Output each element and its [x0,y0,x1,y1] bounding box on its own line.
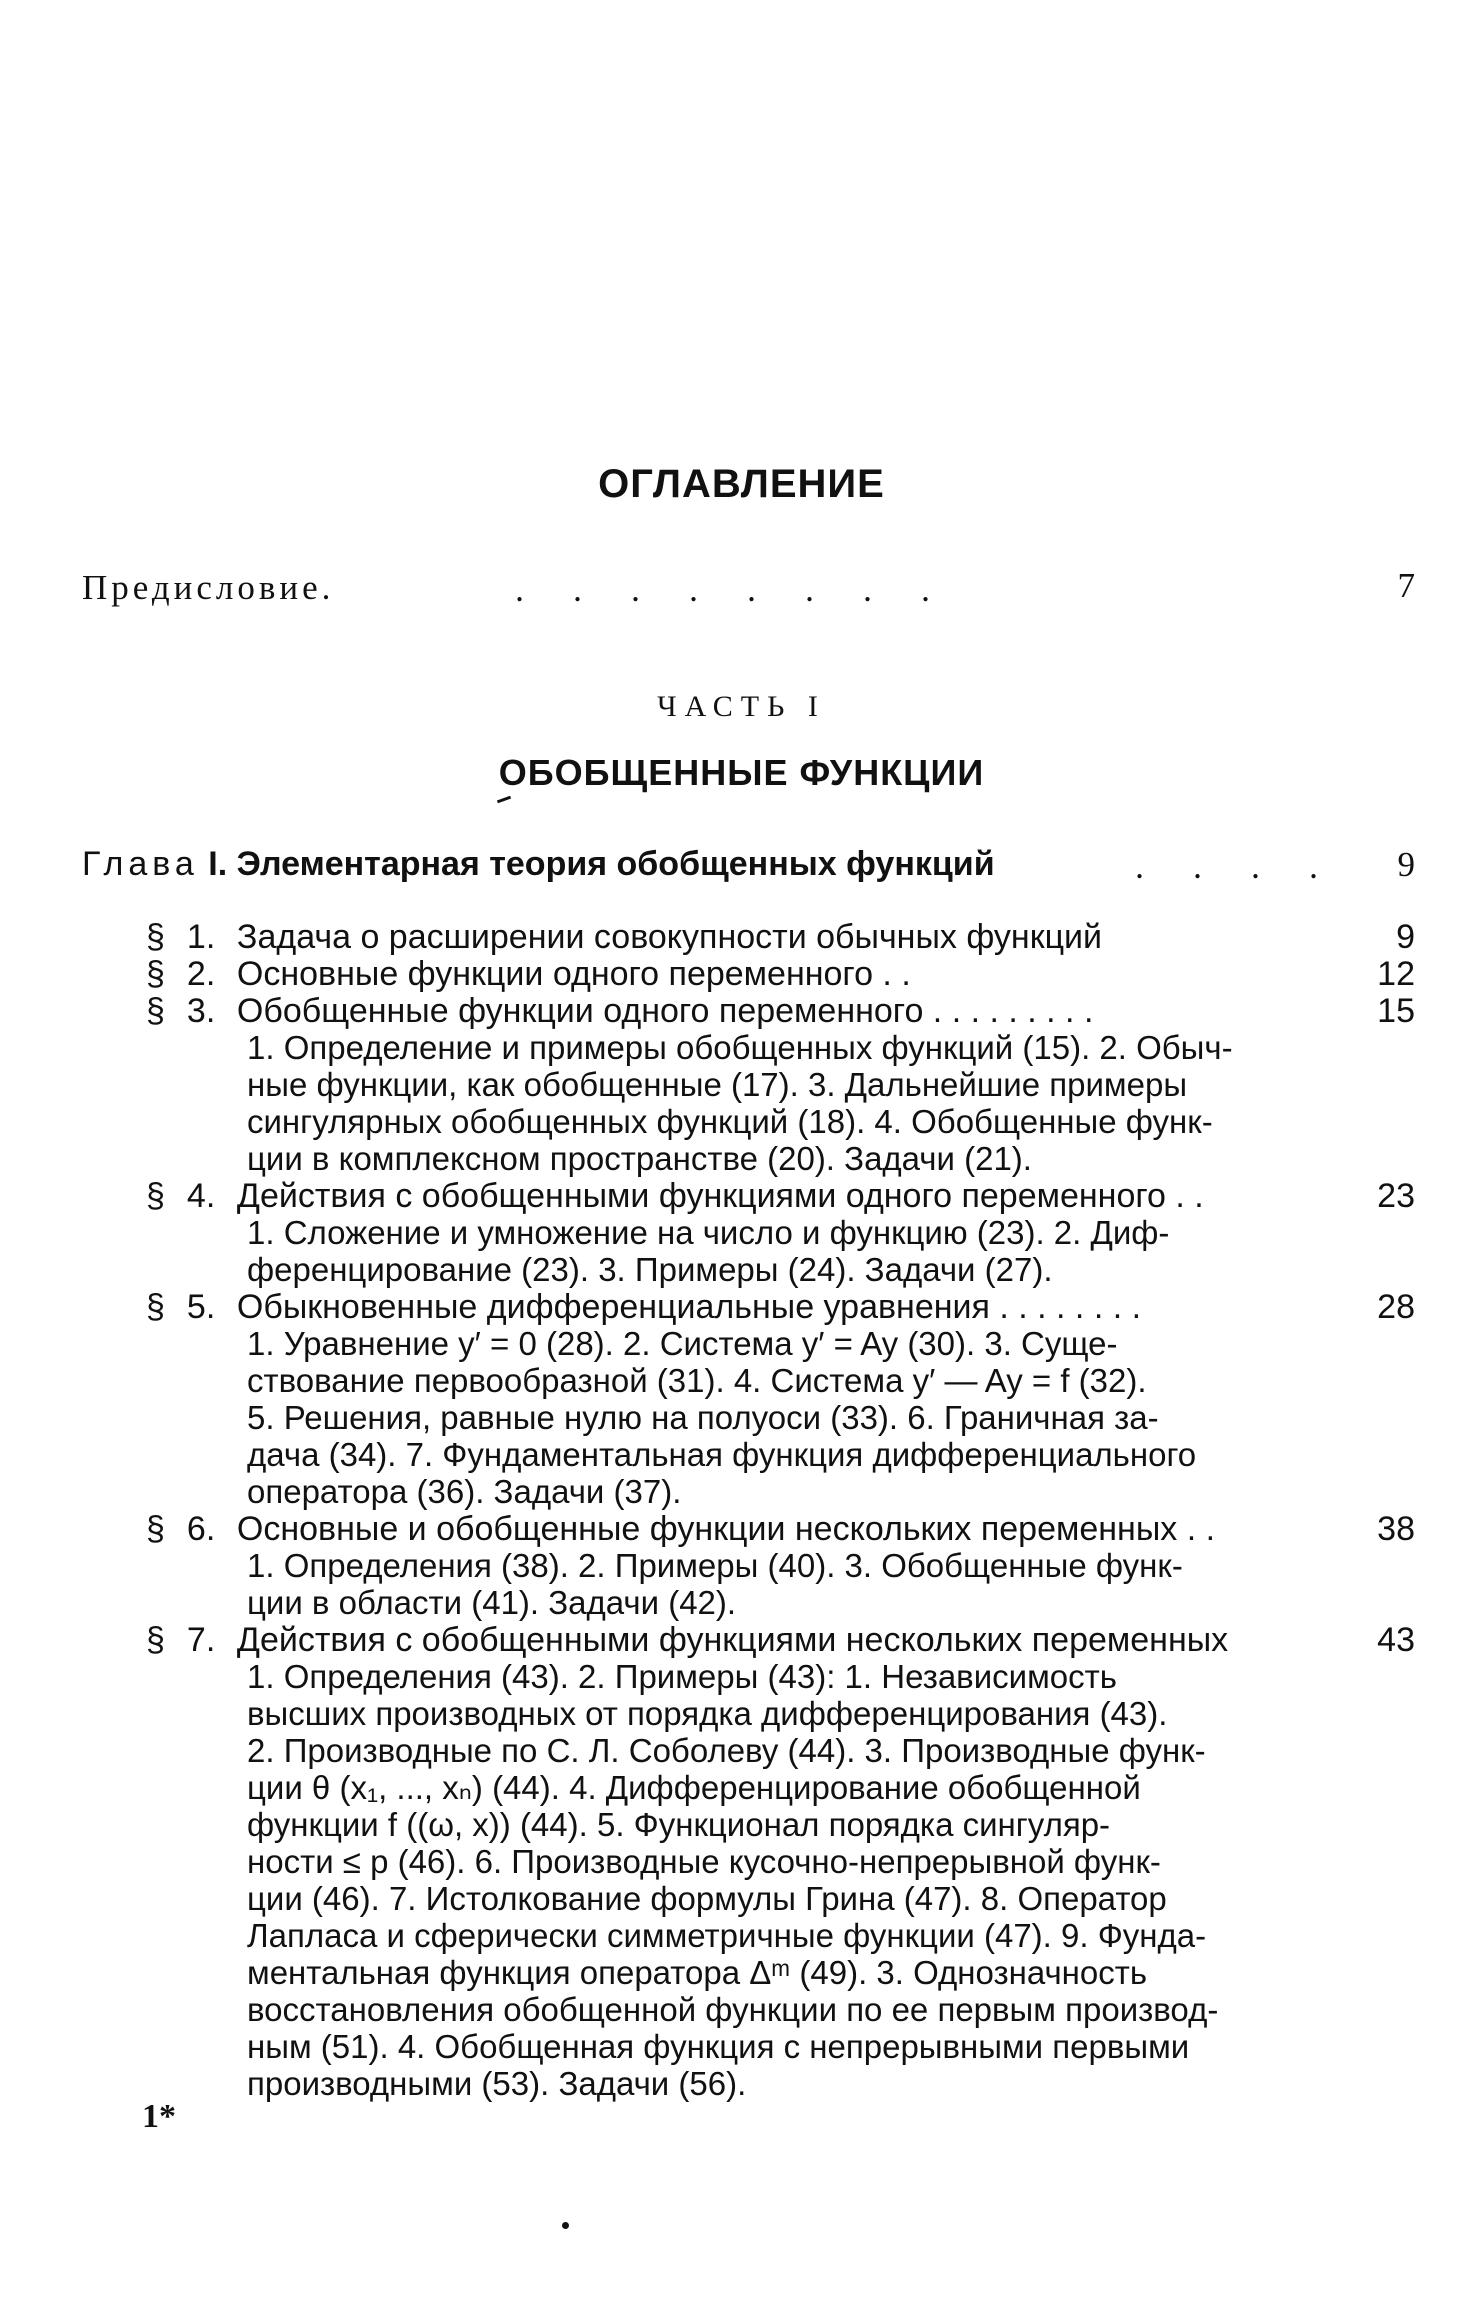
toc-section-7[interactable] [146,1621,1228,1660]
subsection-line: оператора (36). Задачи (37). [247,1473,682,1510]
ink-mark [497,796,511,804]
subsection-line: функции f ((ω, x)) (44). 5. Функционал порядка сингуляр- [247,1806,1111,1843]
section-symbol: § [146,918,165,956]
section-page: 23 [1377,1177,1415,1215]
section-title: Обыкновенные дифференциальные уравнения . . . . . . . . [236,1288,1142,1326]
toc-section-2[interactable] [146,955,911,994]
section-page: 9 [1396,918,1415,956]
section-number: 1. [186,918,216,956]
signature-mark: 1* [142,2098,176,2135]
chapter-page: 9 [1397,845,1415,884]
section-number: 2. [186,955,216,993]
section-title: Задача о расширении совокупности обычных функций [236,918,1103,956]
subsection-line: 1. Определения (38). 2. Примеры (40). 3. Обобщенные функ- [247,1547,1183,1584]
subsection-line: 1. Определение и примеры обобщенных функций (15). 2. Обыч- [247,1029,1233,1066]
section-symbol: § [146,992,165,1030]
section-title: Основные функции одного переменного . . [236,955,911,993]
subsection-line: ции θ (x₁, ..., xₙ) (44). 4. Дифференцирование обобщенной [247,1769,1141,1806]
section-title: Действия с обобщенными функциями одного переменного . . [236,1177,1204,1215]
subsection-line: 1. Определения (43). 2. Примеры (43): 1. Независимость [247,1658,1117,1695]
subsection-line: ности ≤ p (46). 6. Производные кусочно-непрерывной функ- [247,1843,1161,1880]
section-page: 12 [1377,955,1415,993]
subsection-line: 2. Производные по С. Л. Соболеву (44). 3. Производные функ- [247,1732,1206,1769]
subsection-line: 1. Уравнение y′ = 0 (28). 2. Система y′ = Ay (30). 3. Суще- [247,1325,1118,1362]
section-number: 3. [186,992,216,1030]
section-number: 6. [186,1510,216,1548]
subsection-line: Лапласа и сферически симметричные функции (47). 9. Фунда- [247,1917,1207,1954]
subsection-line: сингулярных обобщенных функций (18). 4. Обобщенные функ- [247,1103,1213,1140]
subsection-line: 5. Решения, равные нулю на полуоси (33). 6. Граничная за- [247,1399,1159,1436]
section-page: 28 [1377,1288,1415,1326]
subsection-line: ции в области (41). Задачи (42). [247,1584,737,1621]
section-symbol: § [146,1177,165,1215]
subsection-line: ментальная функция оператора Δᵐ (49). 3. Однозначность [247,1954,1148,1991]
section-title: Основные и обобщенные функции нескольких переменных . . [236,1510,1216,1548]
chapter-prefix: Глава [82,845,199,883]
subsection-line: ные функции, как обобщенные (17). 3. Дальнейшие примеры [247,1066,1188,1103]
section-page: 43 [1377,1621,1415,1659]
toc-section-6[interactable] [146,1510,1215,1549]
section-symbol: § [146,1621,165,1659]
section-page: 15 [1377,992,1415,1030]
chapter-title: I. Элементарная теория обобщенных функций [208,845,995,883]
subsection-line: ции в комплексном пространстве (20). Задачи (21). [247,1140,1032,1177]
subsection-line: ференцирование (23). 3. Примеры (24). Задачи (27). [247,1251,1053,1288]
part-title: ОБОБЩЕННЫЕ ФУНКЦИИ [498,752,985,793]
foreword-dots: . . . . . . . . [515,569,950,609]
subsection-line: дача (34). 7. Фундаментальная функция дифференциального [247,1436,1197,1473]
section-symbol: § [146,955,165,993]
section-page: 38 [1377,1510,1415,1548]
subsection-line: ным (51). 4. Обобщенная функция с непрерывными первыми [247,2028,1190,2065]
page-title: ОГЛАВЛЕНИЕ [598,462,885,506]
subsection-line: высших производных от порядка дифференцирования (43). [247,1695,1168,1732]
subsection-line: восстановления обобщенной функции по ее первым производ- [247,1991,1219,2028]
section-number: 7. [186,1621,216,1659]
toc-section-3[interactable] [146,992,1093,1031]
foreword-page: 7 [1397,566,1415,605]
subsection-line: ствование первообразной (31). 4. Система y′ — Ay = f (32). [247,1362,1147,1399]
chapter-dots: . . . . [1135,846,1338,886]
section-number: 4. [186,1177,216,1215]
subsection-line: 1. Сложение и умножение на число и функцию (23). 2. Диф- [247,1214,1170,1251]
section-title: Обобщенные функции одного переменного . . . . . . . . . [236,992,1094,1030]
toc-section-1[interactable] [146,918,1102,957]
section-number: 5. [186,1288,216,1326]
subsection-line: ции (46). 7. Истолкование формулы Грина (47). 8. Оператор [247,1880,1167,1917]
foreword-label[interactable]: Предисловие. [82,568,335,607]
ink-dot [562,2222,569,2229]
chapter-heading[interactable] [82,845,995,884]
section-title: Действия с обобщенными функциями нескольких переменных [236,1621,1229,1659]
toc-section-5[interactable] [146,1288,1141,1327]
subsection-line: производными (53). Задачи (56). [247,2065,747,2102]
section-symbol: § [146,1288,165,1326]
toc-section-4[interactable] [146,1177,1204,1216]
section-symbol: § [146,1510,165,1548]
part-label: ЧАСТЬ I [657,690,826,723]
